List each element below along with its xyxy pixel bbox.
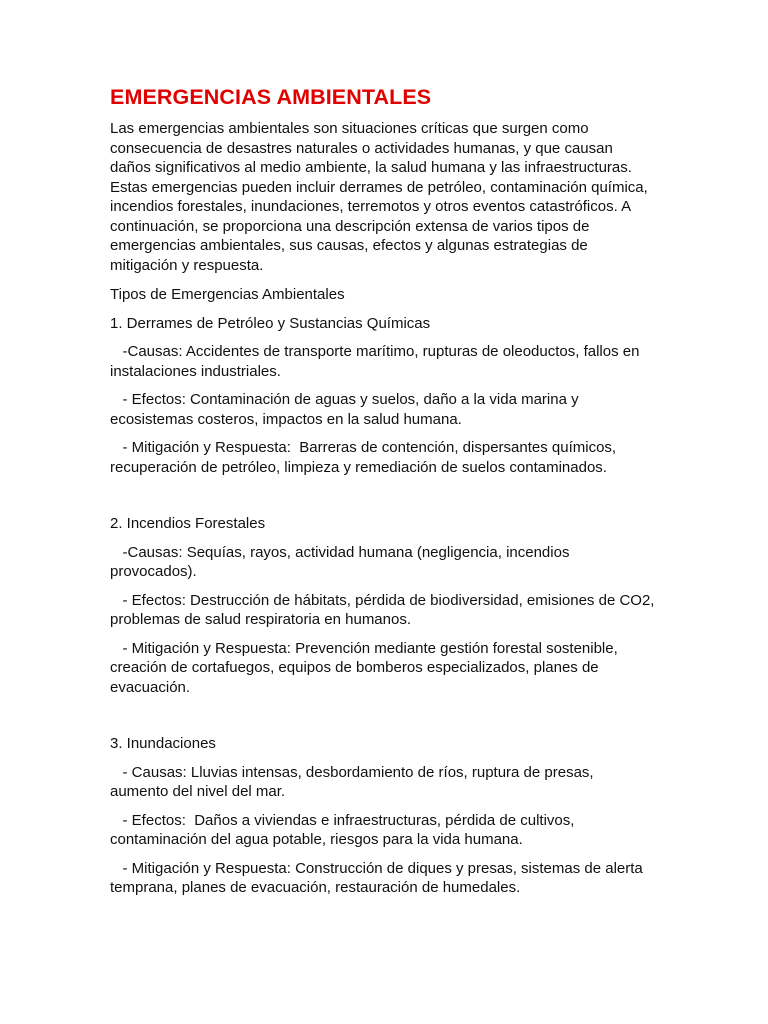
mitigation-paragraph: - Mitigación y Respuesta: Prevención mediante gestión forestal sostenible, creación de cortafuegos, equipos de bomberos especializados, planes de evacuación. [110, 639, 622, 696]
intro-paragraph: Las emergencias ambientales son situaciones críticas que surgen como consecuencia de desastres naturales o actividades humanas, y que causan daños significativos al medio ambiente, la salud humana y las infraestructuras. Estas emergencias pueden incluir derrames de petróleo, contaminación química, incendios forestales, inundaciones, terremotos y otros eventos catastróficos. A continuación, se proporciona una descripción extensa de varios tipos de emergencias ambientales, sus causas, efectos y algunas estrategias de mitigación y respuesta. [110, 120, 648, 274]
section-forest-fires [110, 514, 659, 697]
section-heading: Tipos de Emergencias Ambientales [110, 286, 345, 303]
section-spacer [110, 486, 655, 514]
section-floods [110, 734, 655, 898]
mitigation-paragraph: - Mitigación y Respuesta: Construcción de diques y presas, sistemas de alerta temprana, planes de evacuación, restauración de humedales. [110, 859, 647, 896]
effects-paragraph: - Efectos: Destrucción de hábitats, pérdida de biodiversidad, emisiones de CO2, problemas de salud respiratoria en humanos. [110, 591, 659, 628]
causes-paragraph: -Causas: Accidentes de transporte marítimo, rupturas de oleoductos, fallos en instalaciones industriales. [110, 343, 644, 380]
mitigation-paragraph: - Mitigación y Respuesta: Barreras de contención, dispersantes químicos, recuperación de petróleo, limpieza y remediación de suelos contaminados. [110, 439, 621, 476]
causes-paragraph: - Causas: Lluvias intensas, desbordamiento de ríos, ruptura de presas, aumento del nivel del mar. [110, 763, 598, 800]
section-title: 2. Incendios Forestales [110, 515, 266, 532]
document-title: EMERGENCIAS AMBIENTALES [110, 85, 432, 109]
section-spacer [110, 706, 655, 734]
effects-paragraph: - Efectos: Daños a viviendas e infraestructuras, pérdida de cultivos, contaminación del agua potable, riesgos para la vida humana. [110, 811, 579, 848]
section-title: 3. Inundaciones [110, 735, 216, 752]
causes-paragraph: -Causas: Sequías, rayos, actividad humana (negligencia, incendios provocados). [110, 543, 574, 580]
section-title: 1. Derrames de Petróleo y Sustancias Químicas [110, 314, 431, 332]
effects-paragraph: - Efectos: Contaminación de aguas y suelos, daño a la vida marina y ecosistemas costeros, impactos en la salud humana. [110, 391, 583, 428]
section-oil-spills [110, 314, 655, 478]
document-content [110, 84, 659, 907]
